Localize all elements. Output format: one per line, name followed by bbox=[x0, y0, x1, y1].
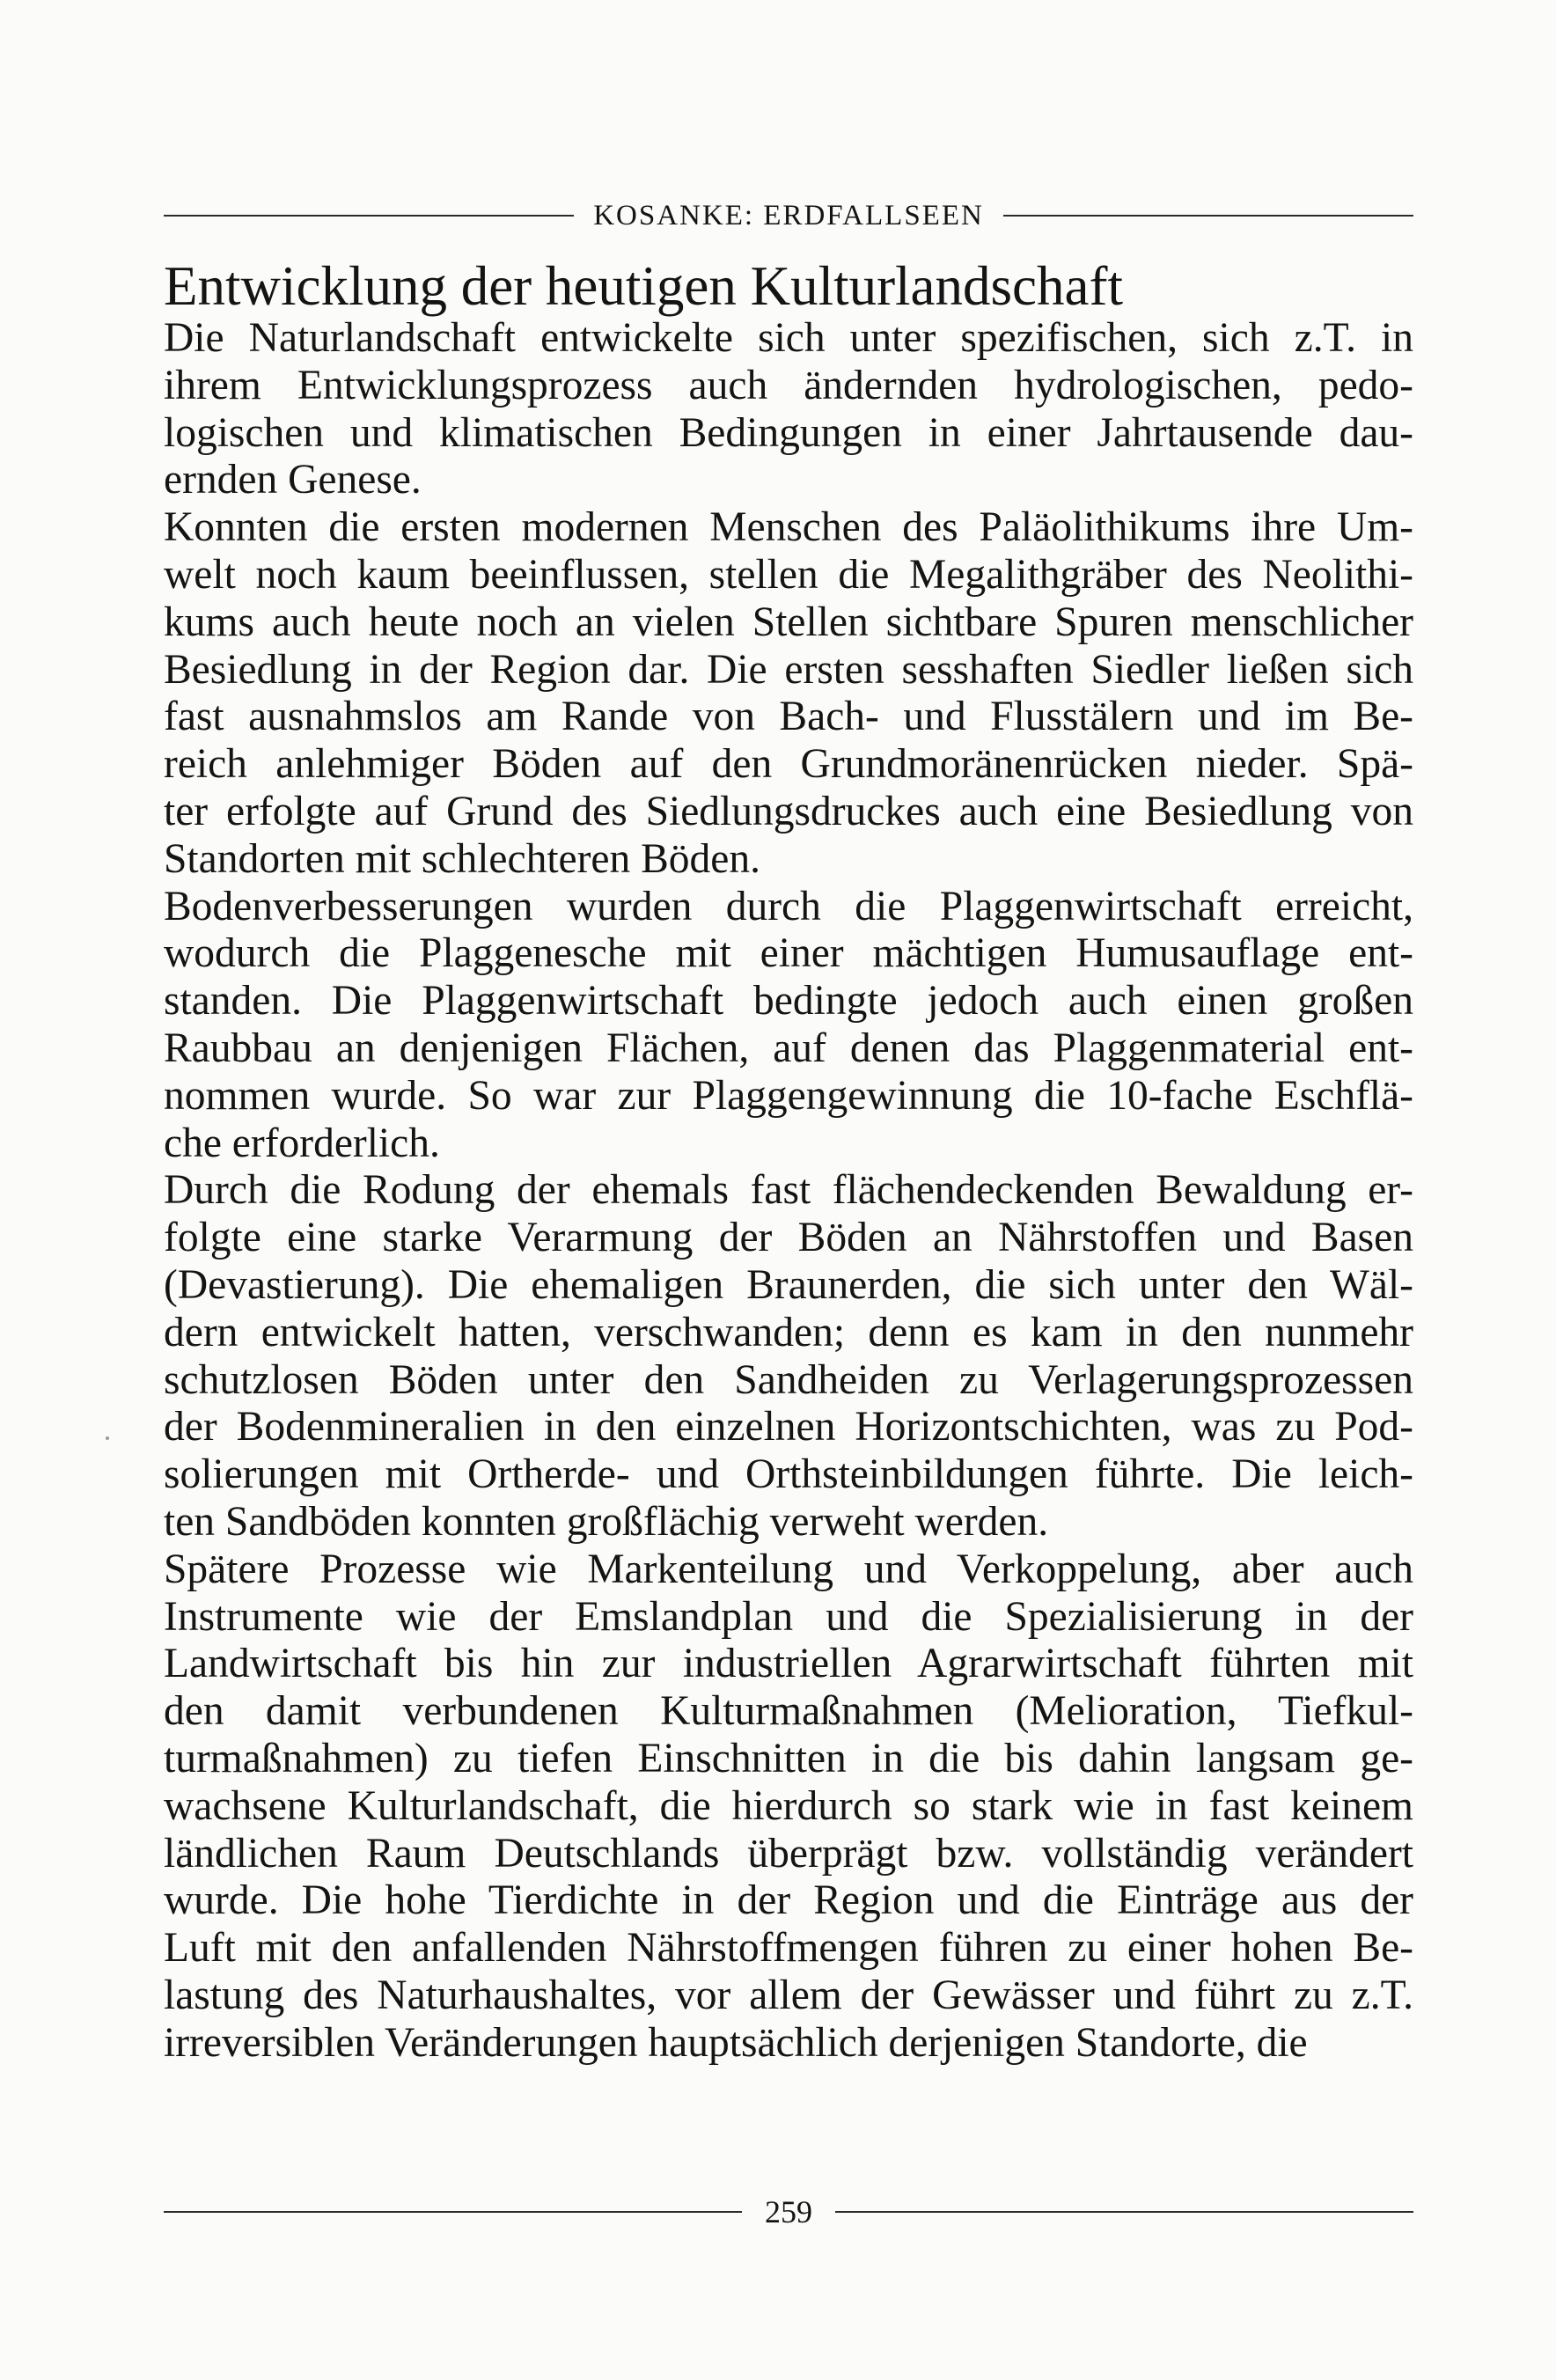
text-line: (Devastierung). Die ehemaligen Braunerden, die sich unter den Wäl- bbox=[164, 1261, 1413, 1308]
footer-rule-left bbox=[164, 2211, 742, 2213]
text-line: irreversiblen Veränderungen hauptsächlich derjenigen Standorte, die bbox=[164, 2019, 1308, 2066]
section-heading: Entwicklung der heutigen Kulturlandschaft bbox=[164, 255, 1123, 317]
text-line: wodurch die Plaggenesche mit einer mächtigen Humusauflage ent- bbox=[164, 930, 1413, 977]
running-head bbox=[164, 194, 1413, 238]
page-number: 259 bbox=[765, 2194, 812, 2229]
text-line: Durch die Rodung der ehemals fast flächendeckenden Bewaldung er- bbox=[164, 1167, 1413, 1214]
text-line: ter erfolgte auf Grund des Siedlungsdruckes auch eine Besiedlung von bbox=[164, 788, 1413, 834]
paragraph bbox=[164, 315, 1413, 504]
paragraph bbox=[164, 884, 1413, 1168]
text-line: Standorten mit schlechteren Böden. bbox=[164, 835, 761, 882]
text-line: folgte eine starke Verarmung der Böden an Nährstoffen und Basen bbox=[164, 1215, 1413, 1261]
text-line: logischen und klimatischen Bedingungen in einer Jahrtausende dau- bbox=[164, 409, 1413, 456]
text-line: wachsene Kulturlandschaft, die hierdurch so stark wie in fast keinem bbox=[164, 1782, 1413, 1829]
text-line: Luft mit den anfallenden Nährstoffmengen führen zu einer hohen Be- bbox=[164, 1925, 1413, 1972]
text-line: Raubbau an denjenigen Flächen, auf denen das Plaggenmaterial ent- bbox=[164, 1025, 1413, 1071]
text-line: Bodenverbesserungen wurden durch die Plaggenwirtschaft erreicht, bbox=[164, 883, 1413, 929]
text-line: standen. Die Plaggenwirtschaft bedingte jedoch auch einen großen bbox=[164, 978, 1413, 1025]
text-line: Landwirtschaft bis hin zur industriellen Agrarwirtschaft führten mit bbox=[164, 1641, 1413, 1687]
text-line: kums auch heute noch an vielen Stellen sichtbare Spuren menschlicher bbox=[164, 599, 1413, 645]
text-line: ländlichen Raum Deutschlands überprägt bzw. vollständig verändert bbox=[164, 1830, 1413, 1877]
text-line: schutzlosen Böden unter den Sandheiden zu Verlagerungsprozessen bbox=[164, 1356, 1413, 1403]
text-line: nommen wurde. So war zur Plaggengewinnung die 10-fache Eschflä- bbox=[164, 1072, 1413, 1119]
paragraph bbox=[164, 1167, 1413, 1546]
text-line: Konnten die ersten modernen Menschen des Paläolithikums ihre Um- bbox=[164, 504, 1413, 551]
text-line: Die Naturlandschaft entwickelte sich unter spezifischen, sich z.T. in bbox=[164, 315, 1413, 361]
text-line: fast ausnahmslos am Rande von Bach- und Flusstälern und im Be- bbox=[164, 694, 1413, 740]
running-head-rule-left bbox=[164, 215, 574, 217]
running-head-rule-right bbox=[1003, 215, 1413, 217]
text-line: ernden Genese. bbox=[164, 457, 422, 503]
paragraph bbox=[164, 504, 1413, 883]
text-line: dern entwickelt hatten, verschwanden; denn es kam in den nunmehr bbox=[164, 1309, 1413, 1355]
text-line: Instrumente wie der Emslandplan und die Spezialisierung in der bbox=[164, 1593, 1413, 1640]
paragraph bbox=[164, 1546, 1413, 2068]
footer-rule-right bbox=[835, 2211, 1413, 2213]
page-footer bbox=[164, 2190, 1413, 2234]
text-line: Spätere Prozesse wie Markenteilung und Verkoppelung, aber auch bbox=[164, 1546, 1413, 1592]
margin-speck bbox=[106, 1436, 109, 1440]
text-line: der Bodenmineralien in den einzelnen Horizontschichten, was zu Pod- bbox=[164, 1404, 1413, 1451]
text-line: welt noch kaum beeinflussen, stellen die Megalithgräber des Neolithi- bbox=[164, 551, 1413, 598]
text-line: den damit verbundenen Kulturmaßnahmen (Melioration, Tiefkul- bbox=[164, 1688, 1413, 1735]
text-line: che erforderlich. bbox=[164, 1120, 440, 1166]
text-line: ihrem Entwicklungsprozess auch ändernden hydrologischen, pedo- bbox=[164, 362, 1413, 408]
text-line: solierungen mit Ortherde- und Orthsteinbildungen führte. Die leich- bbox=[164, 1451, 1413, 1498]
body-text bbox=[164, 315, 1413, 2067]
text-line: Besiedlung in der Region dar. Die ersten sesshaften Siedler ließen sich bbox=[164, 646, 1413, 693]
text-line: reich anlehmiger Böden auf den Grundmoränenrücken nieder. Spä- bbox=[164, 741, 1413, 788]
text-line: ten Sandböden konnten großflächig verweht werden. bbox=[164, 1498, 1049, 1545]
text-line: wurde. Die hohe Tierdichte in der Region und die Einträge aus der bbox=[164, 1877, 1413, 1924]
text-line: lastung des Naturhaushaltes, vor allem der Gewässer und führt zu z.T. bbox=[164, 1972, 1413, 2018]
running-head-title: KOSANKE: ERDFALLSEEN bbox=[593, 199, 984, 231]
text-line: turmaßnahmen) zu tiefen Einschnitten in die bis dahin langsam ge- bbox=[164, 1735, 1413, 1781]
